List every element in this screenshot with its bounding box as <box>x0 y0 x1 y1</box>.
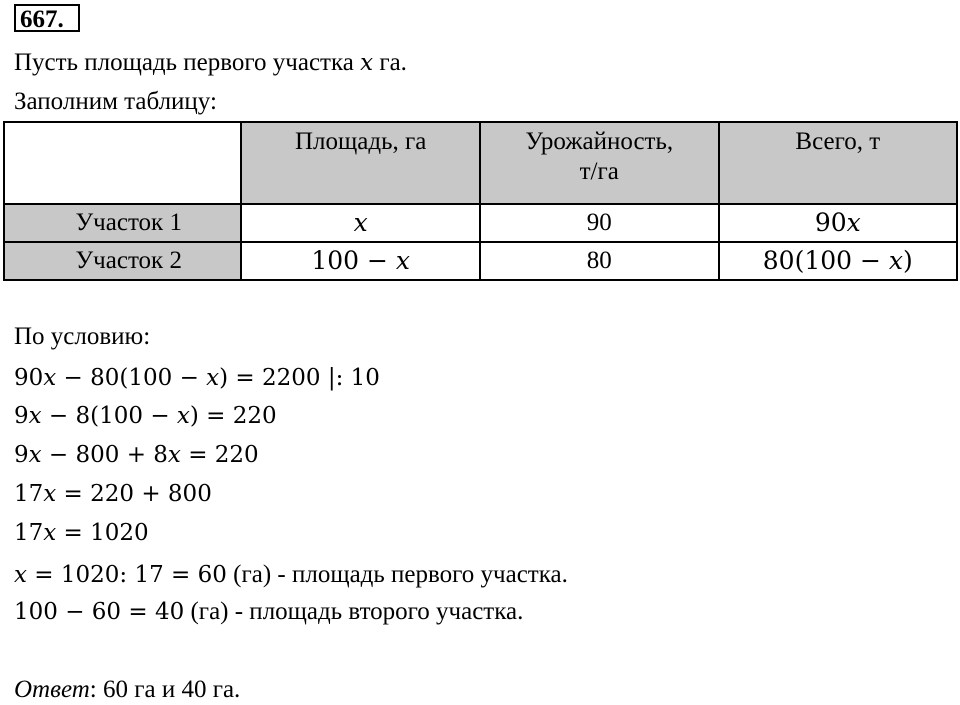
equation-line: 17𝑥 = 1020 <box>14 520 149 546</box>
result-first-line <box>14 560 568 590</box>
header-total: Всего, т <box>719 122 957 204</box>
table-row <box>4 204 957 242</box>
equation-line: 90𝑥 − 80(100 − 𝑥) = 2200 |: 10 <box>14 365 380 391</box>
result-second-text: (га) - площадь второго участка. <box>184 598 524 625</box>
answer-text: : 60 га и 40 га. <box>89 676 241 703</box>
row-total: 80(100 − 𝑥) <box>719 242 957 280</box>
result-second-math: 100 − 60 = 40 <box>14 599 185 625</box>
equation-line: 9𝑥 − 800 + 8𝑥 = 220 <box>14 442 259 468</box>
row-yield: 90 <box>480 204 719 242</box>
answer-label: Ответ <box>14 676 90 703</box>
problem-number: 667. <box>14 4 80 32</box>
header-empty-cell <box>4 122 241 204</box>
row-yield: 80 <box>480 242 719 280</box>
fill-table-text: Заполним таблицу: <box>14 88 217 115</box>
condition-text: По условию: <box>14 323 151 350</box>
header-area: Площадь, га <box>241 122 479 204</box>
equation-line: 17𝑥 = 220 + 800 <box>14 481 212 507</box>
result-second-line <box>14 597 523 627</box>
header-yield: Урожайность, т/га <box>480 122 719 204</box>
row-total: 90𝑥 <box>719 204 957 242</box>
table-row <box>4 242 957 280</box>
row-area: 100 − 𝑥 <box>241 242 479 280</box>
intro-unit: га. <box>379 49 407 76</box>
data-table <box>3 121 958 281</box>
equation-line: 9𝑥 − 8(100 − 𝑥) = 220 <box>14 403 277 429</box>
row-label: Участок 1 <box>4 204 241 242</box>
row-label: Участок 2 <box>4 242 241 280</box>
result-first-text: (га) - площадь первого участка. <box>226 561 568 588</box>
intro-variable: x <box>360 50 374 76</box>
table-header-row <box>4 122 957 204</box>
row-area: 𝑥 <box>241 204 479 242</box>
intro-line <box>14 48 407 78</box>
intro-text: Пусть площадь первого участка <box>14 49 354 76</box>
result-first-math: 𝑥 = 1020: 17 = 60 <box>14 562 227 588</box>
